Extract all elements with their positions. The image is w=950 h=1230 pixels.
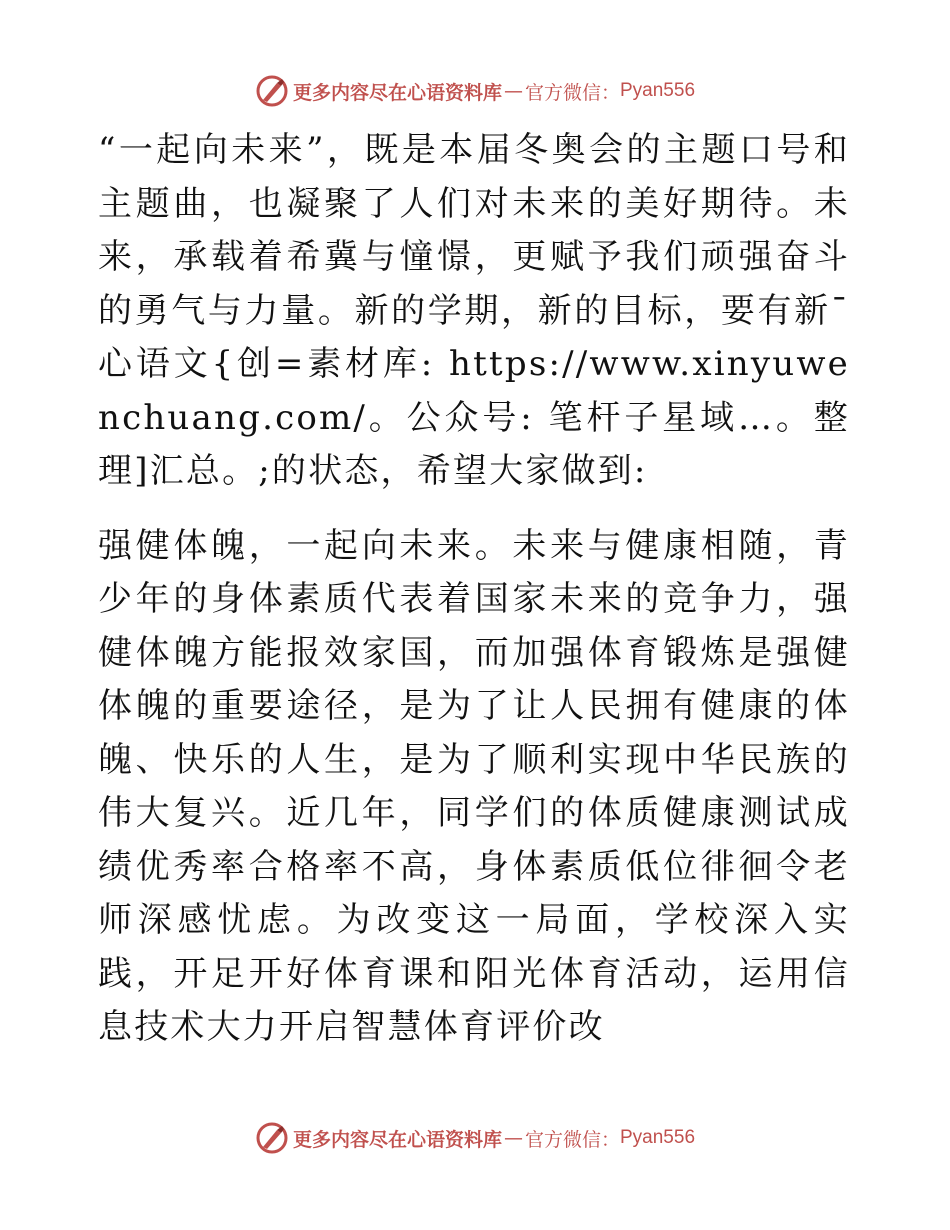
paragraph-health: 强健体魄，一起向未来。未来与健康相随，青少年的身体素质代表着国家未来的竞争力，强健体魄方能报效家国，而加强体育锻炼是强健体魄的重要途径，是为了让人民拥有健康的体魄、快乐的人生，是为了顺利实现中华民族的伟大复兴。近几年，同学们的体质健康测试成绩优秀率合格率不高，身体素质低位徘徊令老师深感忧虑。为改变这一局面，学校深入实践，开足开好体育课和阳光体育活动，运用信息技术大力开启智慧体育评价改 bbox=[98, 525, 850, 1047]
banner-dash: — bbox=[503, 1127, 523, 1149]
banner-dash: — bbox=[503, 80, 523, 102]
paragraph-intro: “一起向未来”，既是本届冬奥会的主题口号和主题曲，也凝聚了人们对未来的美好期待。未来，承载着希冀与憧憬，更赋予我们顽强奋斗的勇气与力量。新的学期，新的目标，要有新¯心语文{创=素材库: https://www.xinyuwenchuang.com/。公众号: 笔杆子星域…。整理]汇总。;的状态，希望大家做到: bbox=[98, 130, 850, 491]
banner-brand-text: 更多内容尽在心语资料库 bbox=[292, 81, 502, 104]
banner-wechat-label: 官方微信： bbox=[524, 81, 620, 104]
banner-wechat-id: Pyan556 bbox=[620, 1127, 696, 1148]
banner-wechat-label: 官方微信： bbox=[524, 1128, 620, 1151]
header-banner bbox=[0, 74, 950, 108]
footer-banner bbox=[0, 1121, 950, 1155]
quill-logo-icon bbox=[255, 1121, 289, 1155]
quill-logo-icon bbox=[255, 74, 289, 108]
banner-wechat-id: Pyan556 bbox=[620, 80, 696, 101]
document-body bbox=[98, 124, 850, 1055]
banner-brand-text: 更多内容尽在心语资料库 bbox=[292, 1128, 502, 1151]
